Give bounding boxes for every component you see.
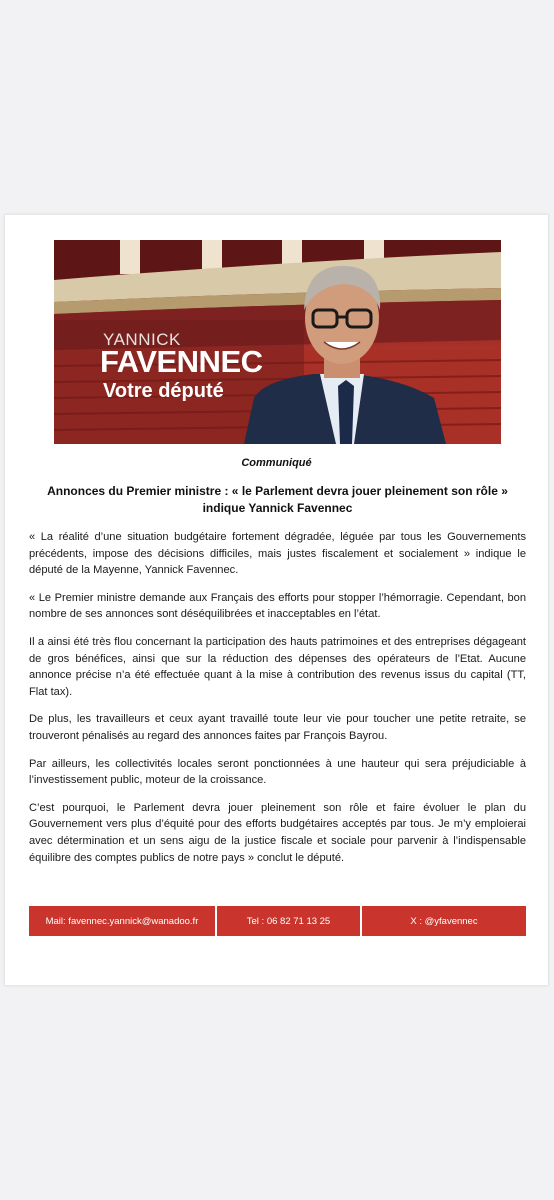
- body-paragraph: De plus, les travailleurs et ceux ayant travaillé toute leur vie pour toucher une petite retraite, se trouveront pénalisés au regard des annonces faites par François Bayrou.: [29, 713, 526, 742]
- document-body: [29, 529, 526, 877]
- document-kicker: Communiqué: [241, 457, 312, 469]
- footer-phone[interactable]: Tel : 06 82 71 13 25: [217, 906, 360, 936]
- body-paragraph: C’est pourquoi, le Parlement devra jouer pleinement son rôle et faire évoluer le plan du Gouvernement vers plus d’équité pour des efforts budgétaires acceptés par tous. Je m’y emploierai avec détermination et un sens aigu de la justice fiscale et sociale pour parvenir à l’indispensable équilibre des comptes publics de notre pays » conclut le député.: [29, 801, 526, 864]
- footer-x-handle[interactable]: X : @yfavennec: [362, 906, 526, 936]
- document-headline: Annonces du Premier ministre : « le Parlement devra jouer pleinement son rôle » indique Yannick Favennec: [47, 484, 508, 515]
- footer-email[interactable]: Mail: favennec.yannick@wanadoo.fr: [29, 906, 215, 936]
- contact-footer: [29, 906, 526, 936]
- banner-tagline: Votre député: [103, 380, 224, 402]
- press-release-page: [4, 214, 549, 986]
- body-paragraph: Il a ainsi été très flou concernant la participation des hauts patrimoines et des entreprises dégageant de gros bénéfices, ainsi que sur la réduction des dépenses des opérateurs de l’Etat. Aucune annonce précise n’a été effectuée quant à la mise à contribution des revenus issus du capital (TT, Flat tax).: [29, 635, 526, 698]
- banner-last-name: FAVENNEC: [100, 344, 263, 379]
- body-paragraph: Par ailleurs, les collectivités locales seront ponctionnées à une hauteur qui sera préjudiciable à l’investissement public, moteur de la croissance.: [29, 757, 526, 787]
- banner-first-name: YANNICK: [103, 330, 181, 349]
- body-paragraph: « La réalité d’une situation budgétaire fortement dégradée, léguée par tous les Gouvernements précédents, impose des décisions difficiles, mais justes fiscalement et socialement » indique le député de la Mayenne, Yannick Favennec.: [29, 531, 526, 577]
- header-banner: [54, 240, 501, 444]
- body-paragraph: « Le Premier ministre demande aux Français des efforts pour stopper l’hémorragie. Cependant, bon nombre de ses annonces sont déséquilibrées et inacceptables en l’état.: [29, 591, 526, 621]
